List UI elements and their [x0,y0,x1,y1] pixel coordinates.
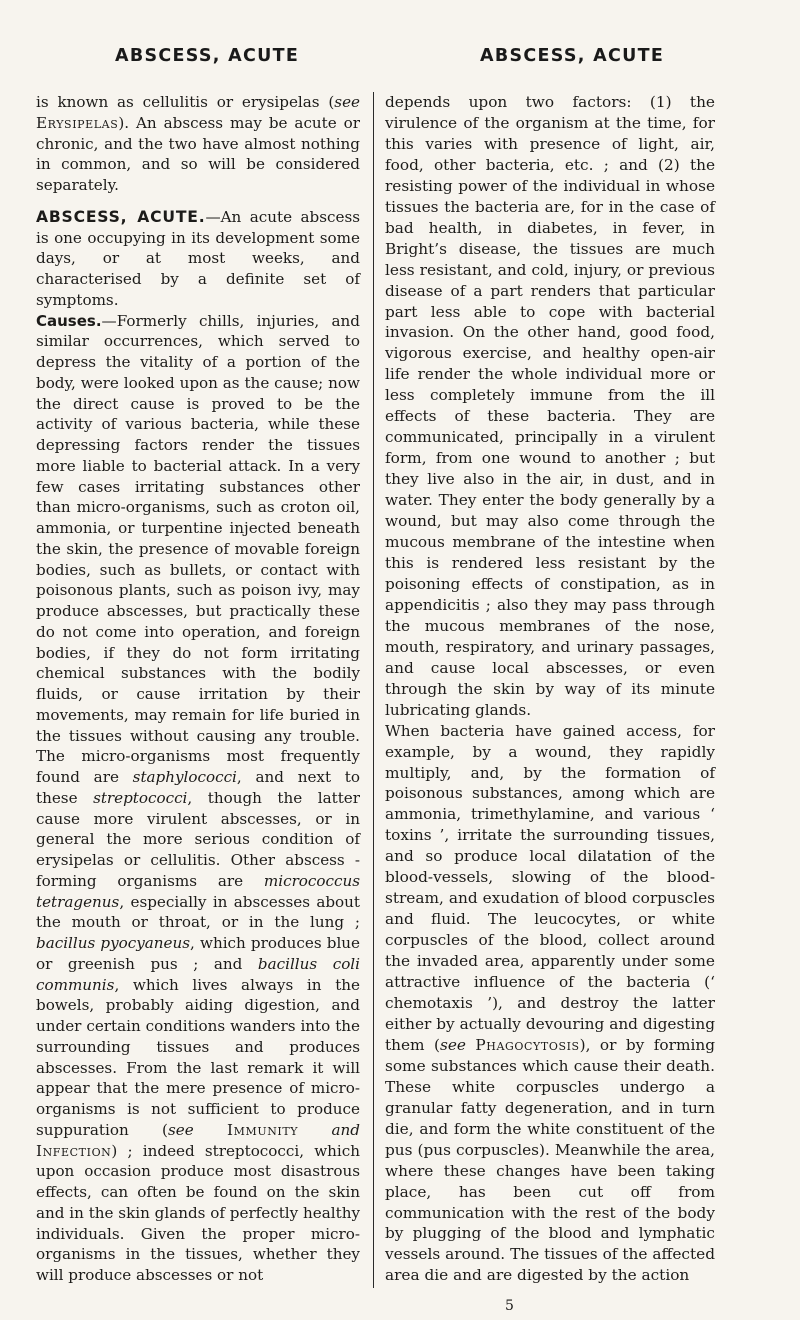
term-bacillus-pyocyaneus: bacillus pyocyaneus [36,934,191,952]
process-paragraph: When bacteria have gained access, for example, by a wound, they rapidly multiply, and, by the formation of poisonous substances, among which are ammonia, trimethylamine, and various ‘ toxins ’, irritate the surrounding tissues, and so produce local dilatation of the blood-vessels, slowing of the blood-stream, and exudation of blood corpuscles and fluid. The leucocytes, or white corpuscles of the blood, collect around the invaded area, apparently under some attractive influence of the bacteria (‘ chemotaxis ’), and destroy the latter either by actually devouring and digesting them (see Phagocytosis), or by forming some substances which cause their death. These white corpuscles undergo a granular fatty degeneration, and in turn die, and form the white constituent of the pus (pus corpuscles). Meanwhile the area, where these changes have been taking place, has been cut off from communication with the rest of the body by plugging of the blood and lymphatic vessels around. The tissues of the affected area die and are digested by the action [385,721,715,1285]
term-bacillus-coli: bacillus coli communis [36,954,360,994]
cross-reference-infection: Infection [36,1141,112,1160]
cross-reference-phagocytosis: Phagocytosis [475,1035,580,1054]
cross-reference-see-2: see [167,1120,194,1139]
entry-definition-paragraph: ABSCESS, ACUTE.—An acute abscess is one occupying in its development some days, or at most weeks, and characterised by a definite set of symptoms. [36,207,360,309]
term-streptococci: streptococci [93,788,188,807]
intro-paragraph: is known as cellulitis or erysipelas (see Erysipelas). An abscess may be acute or chronic, and the two have almost nothing in common, and so will be considered separately. [36,93,360,194]
causes-paragraph: Causes.—Formerly chills, injuries, and similar occurrences, which served to depress the vitality of a portion of the body, were looked upon as the cause; now the direct cause is proved to be the activity of various bacteria, while these depressing factors render the tissues more liable to bacterial attack. In a very few cases irritating substances other than micro-organisms, such as croton oil, ammonia, or turpentine injected beneath the skin, the presence of movable foreign bodies, such as bullets, or contact with poisonous plants, such as poison ivy, may produce abscesses, but practically these do not come into operation, and foreign bodies, if they do not form irritating chemical substances with the bodily fluids, or cause irritation by their movements, may remain for life buried in the tissues without causing any trouble. The micro-organisms most frequently found are staphylococci, and next to these streptococci, though the latter cause more virulent abscesses, or in general the more serious condition of erysipelas or cellulitis. Other abscess - forming organisms are micrococcus tetragenus, especially in abscesses about the mouth or throat, or in the lung ; bacillus pyocyaneus, which produces blue or greenish pus ; and bacillus coli communis, which lives always in the bowels, probably aiding digestion, and under certain conditions wanders into the surrounding tissues and produces abscesses. From the last remark it will appear that the mere presence of micro-organisms is not sufficient to produce suppuration (see Immunity and Infection) ; indeed streptococci, which upon occasion produce most disastrous effects, can often be found on the skin and in the skin glands of perfectly healthy individuals. Given the proper micro-organisms in the tissues, whether they will produce abscesses or not [36,311,361,1284]
cross-reference-erysipelas: Erysipelas [36,113,119,132]
left-column [36,92,360,1286]
running-head-right: ABSCESS, ACUTE [480,46,665,66]
cross-reference-see-3: see [439,1035,466,1054]
right-column [385,92,715,1286]
cross-reference-see: see [334,93,360,111]
running-head-left: ABSCESS, ACUTE [115,46,300,66]
term-micrococcus: micrococcus tetragenus [36,871,360,911]
entry-heading: ABSCESS, ACUTE. [36,207,206,226]
causes-subheading: Causes. [36,311,102,330]
factors-paragraph: depends upon two factors: (1) the virulence of the organism at the time, for this varies with presence of light, air, food, other bacteria, etc. ; and (2) the resisting power of the individual in whose tissues the bacteria are, for in the case of bad health, in diabetes, in fever, in Bright’s disease, the tissues are much less resistant, and cold, injury, or previous disease of a part renders that particular part less able to cope with bacterial invasion. On the other hand, good food, vigorous exercise, and healthy open-air life render the whole individual more or less completely immune from the ill effects of these bacteria. They are communicated, principally in a virulent form, from one wound to another ; but they live also in the air, in dust, and in water. They enter the body generally by a wound, but may also come through the mucous membrane of the intestine when this is rendered less resistant by the poisoning effects of constipation, as in appendicitis ; also they may pass through the mucous membranes of the nose, mouth, respiratory, and urinary passages, and cause local abscesses, or even through the skin by way of its minute lubricating glands. [385,93,715,719]
column-divider [373,92,374,1288]
page-number: 5 [505,1298,514,1314]
cross-reference-immunity: Immunity [227,1120,299,1139]
term-staphylococci: staphylococci [132,768,237,786]
